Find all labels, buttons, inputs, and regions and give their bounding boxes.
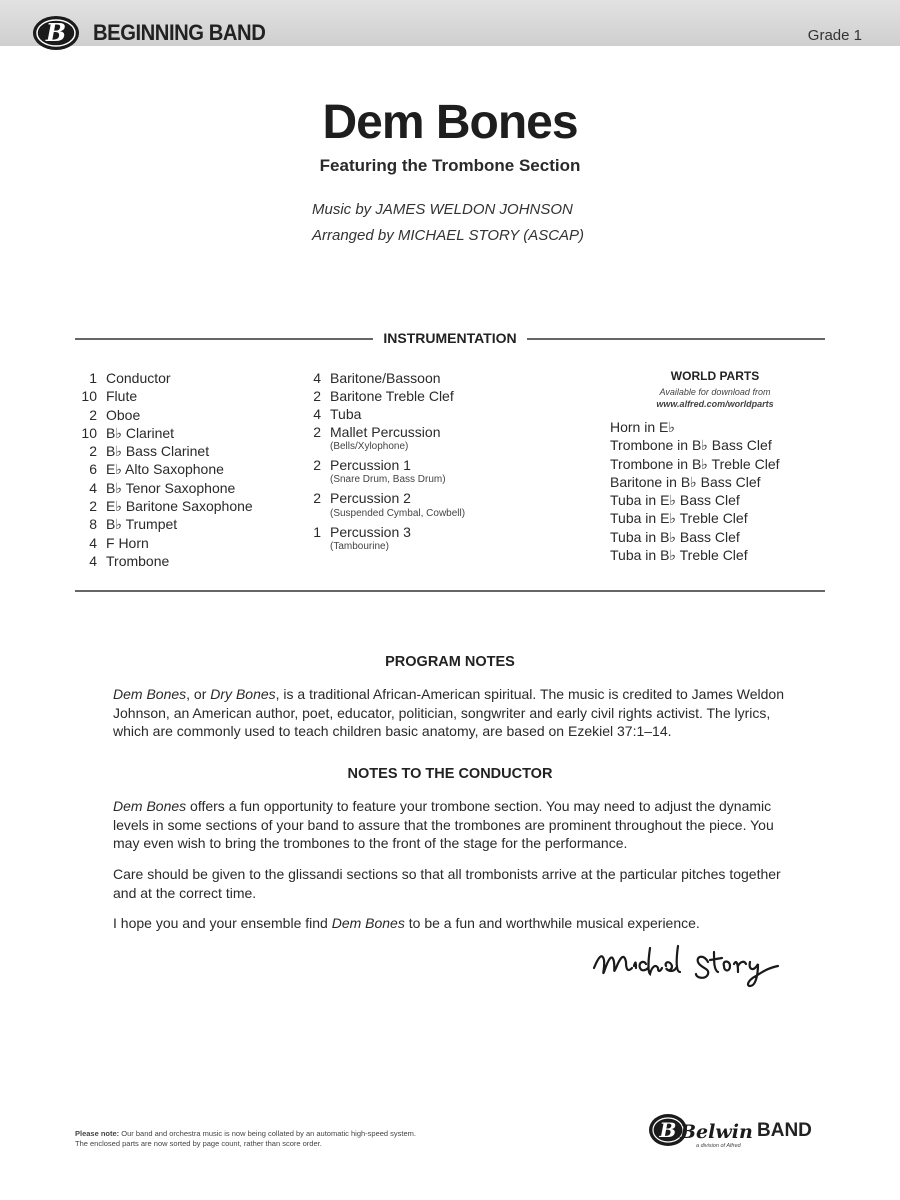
svg-text:B: B bbox=[45, 18, 67, 47]
world-part-item: Baritone in B♭ Bass Clef bbox=[610, 473, 761, 490]
instrument-note: (Snare Drum, Bass Drum) bbox=[330, 474, 446, 486]
instrument-name: Percussion 2 bbox=[330, 490, 411, 507]
instrument-name: Mallet Percussion bbox=[330, 424, 441, 441]
instrument-row bbox=[75, 424, 253, 442]
text-span: to be a fun and worthwhile musical experience. bbox=[404, 915, 700, 931]
series-title: BEGINNING BAND bbox=[93, 20, 266, 45]
instrument-qty: 2 bbox=[313, 388, 321, 405]
instrument-qty: 2 bbox=[89, 498, 97, 515]
instrument-name: Baritone/Bassoon bbox=[330, 370, 441, 386]
instrument-name: E♭ Baritone Saxophone bbox=[106, 498, 253, 515]
instrument-qty: 4 bbox=[89, 479, 97, 496]
instrumentation-bottom-rule bbox=[75, 590, 825, 592]
text-span: , is a traditional African-American spiritual. The music is credited to James Weldon Johnson, an American author, poet, educator, politician, songwriter and early civil rights activist. The lyrics, which are commonly used to teach children basic anatomy, are based on Ezekiel 37:1–14. bbox=[113, 686, 785, 739]
instrument-qty: 10 bbox=[81, 424, 97, 441]
instrument-name: Percussion 3 bbox=[330, 523, 411, 540]
instrument-row bbox=[75, 406, 253, 424]
world-part-item: Trombone in B♭ Bass Clef bbox=[610, 437, 772, 454]
instrument-row bbox=[299, 489, 465, 507]
instrument-row bbox=[75, 387, 253, 405]
instrument-row bbox=[75, 515, 253, 533]
world-part-item: Horn in E♭ bbox=[610, 419, 675, 435]
instrument-name: Conductor bbox=[106, 370, 171, 386]
instrument-row bbox=[75, 534, 253, 552]
text-span: offers a fun opportunity to feature your trombone section. You may need to adjust the dynamic levels in some sections of your band to assure that the trombones are prominent throughout the piece. You may even wish to bring the trombones to the front of the stage for the performance. bbox=[113, 798, 774, 851]
instrument-row bbox=[75, 369, 253, 387]
instrument-name: Oboe bbox=[106, 406, 141, 423]
instrument-row bbox=[299, 423, 465, 441]
instrument-qty: 4 bbox=[313, 406, 321, 423]
instrument-name: F Horn bbox=[106, 534, 149, 551]
instrument-name: B♭ Tenor Saxophone bbox=[106, 479, 236, 496]
belwin-logo-text: Belwin bbox=[680, 1121, 753, 1143]
footer-note-line-2: The enclosed parts are now sorted by page count, rather than score order. bbox=[75, 1139, 322, 1148]
footer-note-label: Please note: bbox=[75, 1129, 120, 1138]
instrument-qty: 4 bbox=[313, 370, 321, 386]
footer-note-line-1: Our band and orchestra music is now being collated by an automatic high-speed system. bbox=[119, 1129, 417, 1138]
world-part-item: Trombone in B♭ Treble Clef bbox=[610, 455, 780, 472]
instrument-name: Flute bbox=[106, 388, 138, 405]
instrument-qty: 2 bbox=[313, 490, 321, 507]
conductor-notes-paragraph-2: Care should be given to the glissandi sections so that all trombonists arrive at the particular pitches together and at the correct time. bbox=[113, 866, 781, 901]
instrument-row bbox=[299, 405, 465, 423]
conductor-notes-paragraph-3 bbox=[113, 914, 793, 933]
world-part-item: Tuba in B♭ Treble Clef bbox=[610, 547, 748, 564]
arranger-signature bbox=[588, 938, 788, 990]
instrument-row bbox=[75, 460, 253, 478]
instrument-qty: 2 bbox=[313, 424, 321, 441]
instrument-name: Trombone bbox=[106, 552, 170, 569]
world-parts-availability: Available for download from bbox=[659, 387, 771, 397]
instrument-qty: 2 bbox=[313, 457, 321, 474]
conductor-notes-paragraph-1 bbox=[113, 797, 793, 853]
instrument-row bbox=[299, 387, 465, 405]
instrument-qty: 2 bbox=[89, 406, 97, 423]
instrument-name: B♭ Bass Clarinet bbox=[106, 443, 210, 460]
text-span: , or bbox=[186, 686, 211, 702]
instrument-name: E♭ Alto Saxophone bbox=[106, 461, 224, 478]
instrument-note: (Bells/Xylophone) bbox=[330, 441, 409, 453]
instrument-qty: 6 bbox=[89, 461, 97, 478]
instrumentation-column-1 bbox=[75, 369, 253, 570]
instrument-note: (Suspended Cymbal, Cowbell) bbox=[330, 507, 466, 519]
world-parts-url: www.alfred.com/worldparts bbox=[656, 399, 774, 409]
instrument-name: B♭ Trumpet bbox=[106, 516, 178, 533]
title-emphasis: Dem Bones bbox=[113, 686, 187, 702]
world-part-item: Tuba in B♭ Bass Clef bbox=[610, 528, 740, 545]
arranger-credit: Arranged by MICHAEL STORY (ASCAP) bbox=[312, 227, 585, 244]
world-parts-heading: WORLD PARTS bbox=[670, 369, 760, 383]
instrument-qty: 10 bbox=[81, 388, 97, 405]
instrument-name: B♭ Clarinet bbox=[106, 424, 175, 441]
conductor-notes-heading: NOTES TO THE CONDUCTOR bbox=[347, 766, 553, 782]
instrument-name: Tuba bbox=[330, 406, 362, 423]
composer-credit: Music by JAMES WELDON JOHNSON bbox=[312, 201, 573, 218]
program-notes-paragraph bbox=[113, 685, 793, 741]
footer-note bbox=[75, 1129, 416, 1149]
instrument-row bbox=[299, 456, 465, 474]
world-part-item: Tuba in E♭ Bass Clef bbox=[610, 492, 740, 509]
instrument-qty: 4 bbox=[89, 534, 97, 551]
program-notes-heading: PROGRAM NOTES bbox=[385, 654, 515, 670]
title-emphasis: Dem Bones bbox=[331, 915, 405, 931]
svg-text:B: B bbox=[659, 1118, 677, 1142]
instrument-row bbox=[75, 442, 253, 460]
instrument-qty: 2 bbox=[89, 443, 97, 460]
instrumentation-heading bbox=[0, 330, 900, 348]
belwin-band-label: BAND bbox=[757, 1120, 812, 1141]
instrument-qty: 8 bbox=[89, 516, 97, 533]
instrument-row bbox=[299, 369, 465, 387]
world-part-item: Tuba in E♭ Treble Clef bbox=[610, 510, 748, 527]
world-parts-list bbox=[610, 418, 780, 564]
title-emphasis: Dry Bones bbox=[210, 686, 276, 702]
belwin-division: a division of Alfred bbox=[696, 1143, 741, 1149]
instrument-row bbox=[75, 552, 253, 570]
instrument-note: (Tambourine) bbox=[330, 540, 389, 552]
instrument-row bbox=[75, 479, 253, 497]
instrument-name: Baritone Treble Clef bbox=[330, 388, 454, 405]
instrument-row bbox=[299, 523, 465, 541]
instrument-qty: 1 bbox=[313, 523, 321, 540]
grade-label: Grade 1 bbox=[807, 27, 862, 44]
piece-title: Dem Bones bbox=[322, 96, 578, 149]
piece-subtitle: Featuring the Trombone Section bbox=[319, 156, 581, 175]
instrument-qty: 4 bbox=[89, 552, 97, 569]
beginning-band-logo-icon bbox=[31, 14, 81, 52]
instrumentation-column-2 bbox=[299, 369, 465, 556]
title-emphasis: Dem Bones bbox=[113, 798, 187, 814]
instrument-qty: 1 bbox=[89, 370, 97, 386]
instrument-name: Percussion 1 bbox=[330, 457, 411, 474]
instrumentation-heading-text: INSTRUMENTATION bbox=[373, 330, 526, 346]
text-span: I hope you and your ensemble find bbox=[113, 915, 332, 931]
instrument-row bbox=[75, 497, 253, 515]
